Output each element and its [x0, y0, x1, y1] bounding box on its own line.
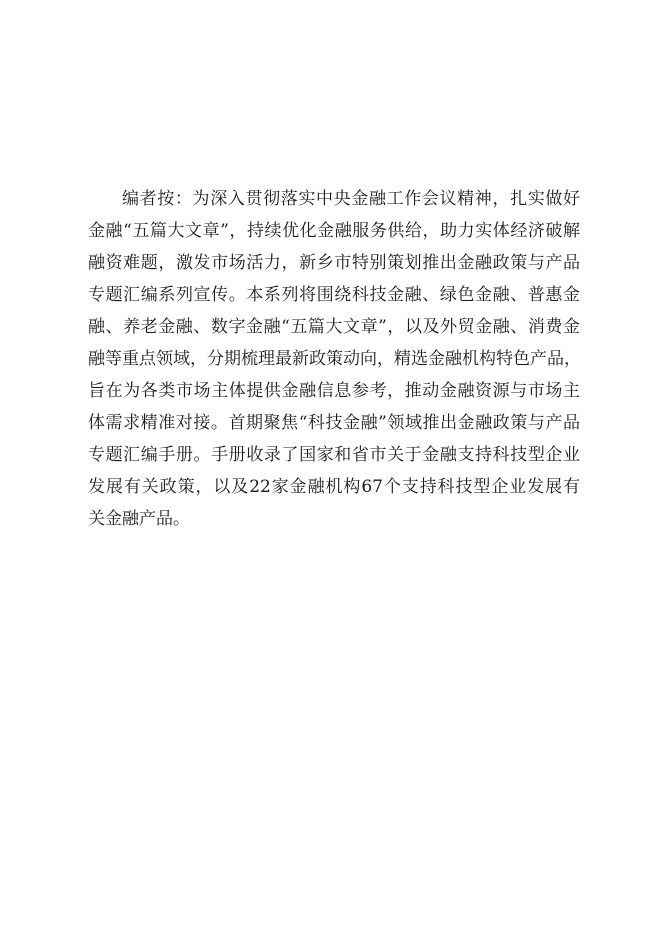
paragraph-line: 融等重点领域，分期梳理最新政策动向，精选金融机构特色产品，: [88, 349, 581, 369]
paragraph-line: 旨在为各类市场主体提供金融信息参考，推动金融资源与市场主: [88, 381, 580, 401]
paragraph-line: 关金融产品。: [88, 509, 190, 529]
paragraph-line: 体需求精准对接。首期聚焦“科技金融”领域推出金融政策与产品: [88, 413, 580, 433]
paragraph-line: 发展有关政策，以及22家金融机构67个支持科技型企业发展有: [88, 477, 580, 497]
paragraph-line: 编者按：为深入贯彻落实中央金融工作会议精神，扎实做好: [122, 189, 580, 209]
paragraph-line: 融、养老金融、数字金融“五篇大文章”，以及外贸金融、消费金: [88, 317, 580, 337]
paragraph-line: 金融“五篇大文章”，持续优化金融服务供给，助力实体经济破解: [88, 221, 580, 241]
editor-note-paragraph: [88, 183, 580, 535]
paragraph-line: 专题汇编手册。手册收录了国家和省市关于金融支持科技型企业: [88, 445, 580, 465]
paragraph-line: 融资难题，激发市场活力，新乡市特别策划推出金融政策与产品: [88, 253, 580, 273]
paragraph-line: 专题汇编系列宣传。本系列将围绕科技金融、绿色金融、普惠金: [88, 285, 580, 305]
